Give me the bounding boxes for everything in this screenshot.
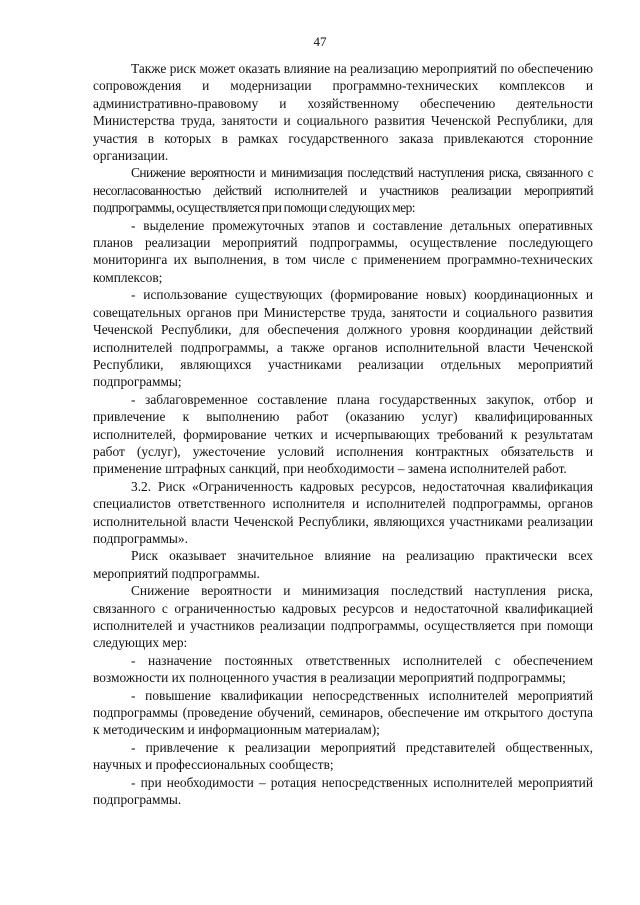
- list-item: - назначение постоянных ответственных исполнителей с обеспечением возможности их полноценного участия в реализации мероприятий подпрограммы;: [93, 652, 593, 686]
- section-heading: 3.2. Риск «Ограниченность кадровых ресурсов, недостаточная квалификация специалистов ответственного исполнителя и исполнителей подпрограммы, органов исполнительной власти Чеченской Республики, являющихся участниками реализации подпрограммы».: [93, 478, 593, 546]
- list-item: - заблаговременное составление плана государственных закупок, отбор и привлечение к выполнению работ (оказанию услуг) квалифицированных исполнителей, формирование четких и исчерпывающих требований к результатам работ (услуг), ужесточение условий исполнения контрактных обязательств и применение штрафных санкций, при необходимости – замена исполнителей работ.: [93, 391, 593, 477]
- paragraph: Риск оказывает значительное влияние на реализацию практически всех мероприятий подпрограммы.: [93, 548, 593, 581]
- page-number: 47: [313, 34, 327, 49]
- list-item: - при необходимости – ротация непосредственных исполнителей мероприятий подпрограммы.: [93, 774, 593, 808]
- list-item: - повышение квалификации непосредственных исполнителей мероприятий подпрограммы (проведение обучений, семинаров, обеспечение им открытого доступа к методическим и информационным материалам);: [93, 687, 593, 738]
- list-item: - привлечение к реализации мероприятий представителей общественных, научных и профессиональных сообществ;: [93, 739, 593, 773]
- paragraph: Снижение вероятности и минимизация последствий наступления риска, связанного с несогласованностью действий исполнителей и участников реализации мероприятий подпрограммы, осуществляется при помощи следующих мер:: [93, 165, 593, 216]
- list-item: - выделение промежуточных этапов и составление детальных оперативных планов реализации мероприятий подпрограммы, осуществление последующего мониторинга их выполнения, в том числе с применением программно-технических комплексов;: [93, 217, 593, 285]
- document-body: [93, 60, 593, 808]
- list-item: - использование существующих (формирование новых) координационных и совещательных органов при Министерстве труда, занятости и социального развития Чеченской Республики, для обеспечения должного уровня координации действий исполнителей подпрограммы, а также органов исполнительной власти Чеченской Республики, являющихся участниками реализации отдельных мероприятий подпрограммы;: [93, 287, 593, 390]
- paragraph: Снижение вероятности и минимизация последствий наступления риска, связанного с ограниченностью кадровых ресурсов и недостаточной квалификацией исполнителей и участников реализации подпрограммы, осуществляется при помощи следующих мер:: [93, 583, 593, 651]
- paragraph: Также риск может оказать влияние на реализацию мероприятий по обеспечению сопровождения и модернизации программно-технических комплексов и административно-правовому и хозяйственному обеспечению деятельности Министерства труда, занятости и социального развития Чеченской Республики, для участия в которых в рамках государственного заказа привлекаются сторонние организации.: [93, 61, 593, 164]
